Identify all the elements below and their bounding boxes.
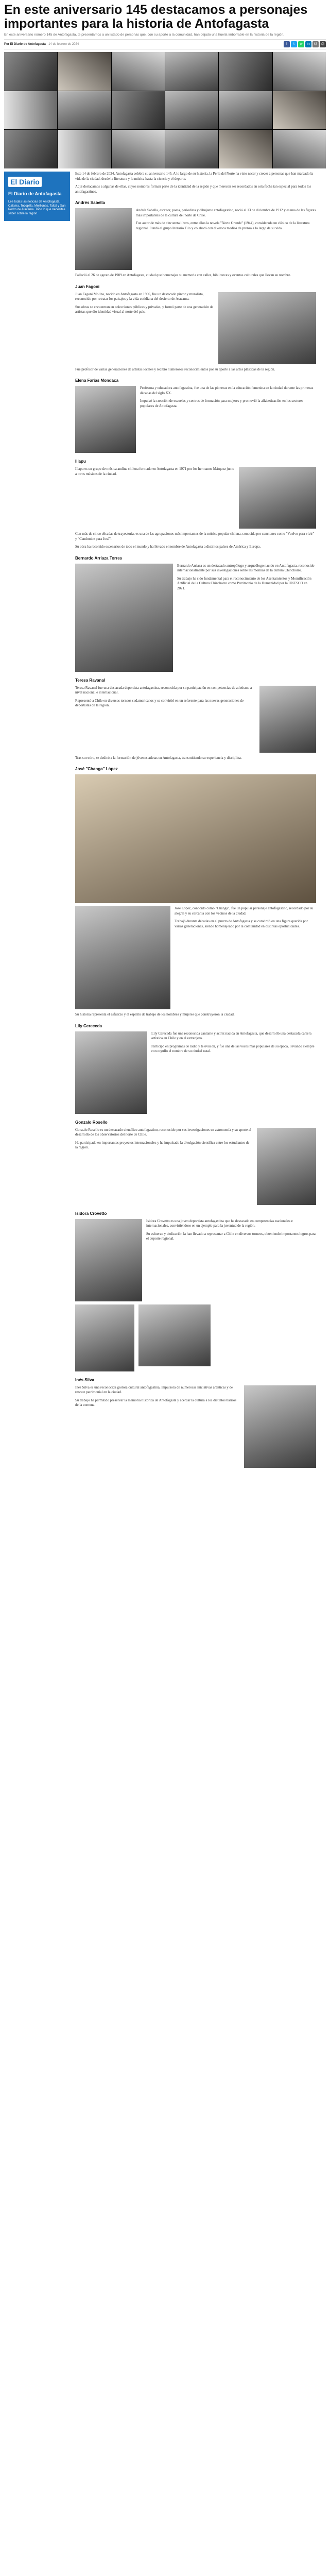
section-row [75, 564, 316, 672]
section-paragraph: Su historia representa el esfuerzo y el espíritu de trabajo de los hombres y mujeres que construyeron la ciudad. [75, 1012, 235, 1016]
article-title: En este aniversario 145 destacamos a personajes importantes para la historia de Antofagasta [4, 3, 308, 31]
section-paragraph: Fue profesor de varias generaciones de artistas locales y recibió numerosos reconocimientos por su aporte a las artes plásticas de la región. [75, 367, 275, 371]
section-paragraph: Fue autor de más de cincuenta libros, entre ellos la novela "Norte Grande" (1944), considerada un clásico de la literatura regional. Fundó el grupo literario Tilo y colaboró con diversos medios de prensa a lo largo de su vida. [136, 221, 310, 230]
section-heading: Gonzalo Rosello [75, 1120, 108, 1125]
group-photo [239, 467, 316, 529]
intro-paragraph: Este 14 de febrero de 2024, Antofagasta celebra su aniversario 145. A lo largo de su historia, la Perla del Norte ha visto nacer y crecer a personas que han marcado la vida de la ciudad, desde la literatura y la música hasta la ciencia y el deporte. [75, 172, 314, 181]
section-paragraph: Teresa Ravanal fue una destacada deportista antofagastina, reconocida por su participación en competencias de atletismo a nivel nacional e internacional. [75, 685, 252, 694]
section-paragraph: Con más de cinco décadas de trayectoria, es una de las agrupaciones más importantes de la música popular chilena, conocida por canciones como "Vuelvo para vivir" y "Candombe para José". [75, 532, 315, 541]
portrait-photo [75, 1304, 134, 1371]
section-heading: Illapu [75, 459, 86, 464]
share-buttons [284, 41, 326, 47]
article-content [75, 172, 316, 1471]
portrait-photo [75, 1031, 147, 1114]
article-date: 14 de febrero de 2024 [48, 43, 79, 46]
section-row [75, 1128, 316, 1205]
section-paragraph: Falleció el 26 de agosto de 1989 en Antofagasta, ciudad que homenajea su memoria con calles, bibliotecas y eventos culturales que llevan su nombre. [75, 273, 291, 277]
section-paragraph: Illapu es un grupo de música andina chilena formado en Antofagasta en 1971 por los hermanos Márquez junto a otros músicos de la ciudad. [75, 467, 234, 476]
portrait-photo [138, 1304, 211, 1366]
portrait-photo [75, 386, 136, 453]
portrait-photo [75, 564, 173, 672]
portrait-photo [244, 1385, 316, 1468]
section-heading: Elena Farías Mondaca [75, 378, 119, 383]
section-paragraph: Profesora y educadora antofagastina, fue una de las pioneras en la educación femenina en la ciudad durante las primeras décadas del siglo XX. [140, 386, 314, 395]
article-lead: En este aniversario número 145 de Antofagasta, te presentamos a un listado de personas que, con su aporte a la comunidad, han dejado una huella imborrable en la historia de la región. [4, 33, 284, 37]
article-body-wrap [4, 172, 326, 1471]
section-paragraph: José López, conocido como "Changa", fue un popular personaje antofagastino, recordado por su alegría y su cercanía con los vecinos de la ciudad. [175, 906, 314, 916]
section-row [75, 1219, 316, 1301]
section-row [75, 467, 316, 529]
section-heading: Andrés Sabella [75, 200, 105, 205]
sidebar [4, 172, 70, 1471]
section-paragraph: Representó a Chile en diversos torneos sudamericanos y se convirtió en un referente para las nuevas generaciones de deportistas de la región. [75, 698, 244, 707]
section-heading: Isidora Crovetto [75, 1211, 107, 1216]
print-icon[interactable]: ⎙ [320, 41, 326, 47]
intro-paragraph: Aquí destacamos a algunas de ellas, cuyos nombres forman parte de la identidad de la región y que merecen ser recordados en esta fecha tan especial para todos los antofagastinos. [75, 184, 311, 194]
section-heading: Lily Cereceda [75, 1023, 102, 1028]
section-paragraph: Su trabajo ha permitido preservar la memoria histórica de Antofagasta y acercar la cultura a los distintos barrios de la comuna. [75, 1398, 237, 1407]
section-paragraph: Su trabajo ha sido fundamental para el reconocimiento de los Asentamientos y Momificación Artificial de la Cultura Chinchorro como Patrimonio de la Humanidad por la UNESCO en 2021. [177, 576, 311, 590]
section-paragraph: Tras su retiro, se dedicó a la formación de jóvenes atletas en Antofagasta, transmitiendo su experiencia y disciplina. [75, 755, 242, 760]
section-paragraph: Inés Silva es una reconocida gestora cultural antofagastina, impulsora de numerosas iniciativas artísticas y de rescate patrimonial en la ciudad. [75, 1385, 233, 1394]
twitter-icon[interactable]: t [291, 41, 297, 47]
section-paragraph: Impulsó la creación de escuelas y centros de formación para mujeres y promovió la alfabetización en los sectores populares de Antofagasta. [140, 399, 304, 408]
portrait-photo [75, 208, 132, 270]
section-paragraph: Su esfuerzo y dedicación la han llevado a representar a Chile en diversos torneos, obteniendo importantes logros para el deporte regional. [146, 1231, 316, 1241]
section-paragraph: Gonzalo Rosello es un destacado científico antofagastino, reconocido por sus investigaciones en astronomía y su aporte al desarrollo de los observatorios del norte de Chile. [75, 1127, 251, 1137]
section-paragraph: Participó en programas de radio y televisión, y fue una de las voces más populares de su época, llevando siempre con orgullo el nombre de su ciudad natal. [151, 1044, 315, 1053]
hero-collage-image [4, 52, 326, 168]
email-icon[interactable]: @ [312, 41, 319, 47]
facebook-icon[interactable]: f [284, 41, 290, 47]
whatsapp-icon[interactable]: w [298, 41, 304, 47]
portrait-photo [75, 906, 170, 1009]
section-row [75, 386, 316, 453]
section-paragraph: Su obra ha recorrido escenarios de todo el mundo y ha llevado el nombre de Antofagasta a distintos países de América y Europa. [75, 545, 261, 549]
section-paragraph: Sus obras se encuentran en colecciones públicas y privadas, y formó parte de una generación de artistas que dio identidad visual al norte del país. [75, 304, 214, 314]
article-meta-bar [4, 39, 326, 49]
section-paragraph: Lily Cereceda fue una reconocida cantante y actriz nacida en Antofagasta, que desarrolló una destacada carrera artística en Chile y en el extranjero. [151, 1031, 311, 1040]
section-paragraph: Juan Fagoni Molina, nacido en Antofagasta en 1906, fue un destacado pintor y muralista, reconocido por retratar los paisajes y la vida cotidiana del desierto de Atacama. [75, 292, 204, 301]
ad-text: Lee todas las noticias de Antofagasta, Calama, Tocopilla, Mejillones, Taltal y San Pedro de Atacama. Todo lo que necesitas saber sobre la región. [8, 200, 66, 215]
section-row [75, 686, 316, 753]
section-row [75, 208, 316, 270]
portrait-photo [218, 292, 316, 364]
section-paragraph: Trabajó durante décadas en el puerto de Antofagasta y se convirtió en una figura querida por varias generaciones, siendo homenajeado por la comunidad en distintas oportunidades. [175, 919, 308, 928]
article-meta: Por El Diario de Antofagasta · 14 de febrero de 2024 [4, 43, 79, 46]
section-row [75, 906, 316, 1009]
portrait-photo [259, 686, 316, 753]
section-heading: Juan Fagoni [75, 284, 100, 289]
section-row [75, 1031, 316, 1114]
section-row [75, 292, 316, 364]
section-paragraph: Bernardo Arriaza es un destacado antropólogo y arqueólogo nacido en Antofagasta, reconocido internacionalmente por sus investigaciones sobre las momias de la cultura Chinchorro. [177, 563, 315, 572]
section-row [75, 1304, 316, 1371]
linkedin-icon[interactable]: in [305, 41, 311, 47]
section-paragraph: Ha participado en importantes proyectos internacionales y ha impulsado la divulgación científica entre los estudiantes de la región. [75, 1140, 250, 1149]
ad-brand: El Diario [8, 177, 42, 187]
section-paragraph: Isidora Crovetto es una joven deportista antofagastina que ha destacado en competencias nacionales e internacionales, convirtiéndose en un ejemplo para la juventud de la región. [146, 1218, 293, 1228]
portrait-photo [75, 1219, 142, 1301]
article-author: Por El Diario de Antofagasta [4, 43, 46, 46]
section-row [75, 1385, 316, 1468]
section-heading: Teresa Ravanal [75, 677, 106, 683]
monument-photo [75, 774, 316, 903]
section-heading: Inés Silva [75, 1377, 94, 1382]
sidebar-ad[interactable] [4, 172, 70, 221]
ad-tagline: El Diario de Antofagasta [8, 191, 62, 196]
section-heading: Bernardo Arriaza Torres [75, 555, 123, 561]
section-heading: José "Changa" López [75, 767, 118, 771]
section-paragraph: Andrés Sabella, escritor, poeta, periodista y dibujante antofagastino, nació el 13 de diciembre de 1912 y es una de las figuras más importantes de la cultura del norte de Chile. [136, 208, 316, 217]
portrait-photo [257, 1128, 316, 1205]
